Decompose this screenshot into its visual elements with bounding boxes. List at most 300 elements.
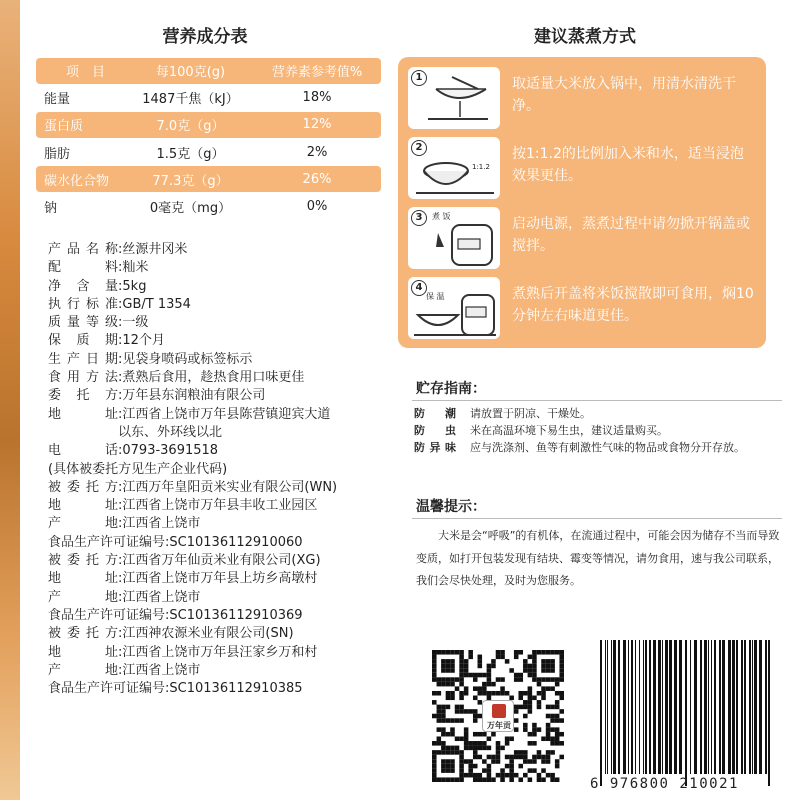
barcode-bar — [749, 640, 751, 774]
info-value: 江西省上饶市万年县上坊乡高墩村 — [122, 571, 318, 587]
qr-module — [450, 777, 455, 782]
qr-module — [432, 759, 437, 764]
qr-module — [487, 673, 492, 678]
qr-module — [432, 750, 437, 755]
barcode-bar — [653, 640, 656, 774]
qr-module — [446, 691, 451, 696]
qr-module — [496, 650, 501, 655]
barcode-bar — [674, 640, 677, 774]
info-value: 煮熟后食用，趁热食用口味更佳 — [122, 370, 305, 386]
info-sep: : — [165, 681, 170, 697]
info-sep: : — [118, 370, 123, 386]
qr-module — [523, 664, 528, 669]
qr-module — [555, 732, 560, 737]
nutrition-per: 1487千焦（kJ） — [142, 92, 239, 108]
info-sep: : — [118, 644, 123, 660]
qr-module — [537, 755, 542, 760]
qr-module — [555, 759, 560, 764]
qr-module — [446, 777, 451, 782]
barcode-bar — [605, 640, 606, 774]
info-sep: : — [118, 626, 123, 642]
info-line — [48, 625, 400, 643]
qr-module — [464, 741, 469, 746]
qr-module — [541, 668, 546, 673]
step-number: 4 — [411, 280, 427, 296]
qr-module — [550, 686, 555, 691]
qr-module — [541, 650, 546, 655]
qr-module — [473, 773, 478, 778]
info-value: 江西省上饶市 — [122, 662, 201, 678]
info-line — [48, 332, 400, 350]
barcode-bar — [669, 640, 672, 774]
nutrition-row — [36, 112, 381, 138]
qr-module — [441, 727, 446, 732]
qr-module — [509, 755, 514, 760]
info-line — [48, 314, 400, 332]
qr-module — [491, 691, 496, 696]
qr-module — [450, 650, 455, 655]
qr-module — [450, 718, 455, 723]
info-key: 产品名称 — [48, 242, 118, 257]
qr-module — [437, 682, 442, 687]
qr-module — [546, 759, 551, 764]
qr-module — [518, 705, 523, 710]
qr-module — [455, 677, 460, 682]
qr-module — [496, 755, 501, 760]
qr-module — [523, 759, 528, 764]
qr-module — [450, 746, 455, 751]
info-value: 5kg — [122, 278, 147, 294]
qr-module — [559, 709, 564, 714]
nutrition-item: 脂肪 — [44, 146, 71, 162]
qr-module — [532, 759, 537, 764]
info-key: 地 址 — [48, 644, 118, 660]
qr-module — [468, 759, 473, 764]
qr-module — [455, 736, 460, 741]
qr-module — [559, 673, 564, 678]
qr-module — [559, 718, 564, 723]
qr-module — [464, 759, 469, 764]
qr-module — [546, 677, 551, 682]
qr-module — [518, 777, 523, 782]
qr-module — [468, 741, 473, 746]
qr-module — [473, 686, 478, 691]
nutrition-row — [36, 166, 381, 192]
cooking-step — [408, 67, 758, 129]
barcode-bar — [704, 640, 707, 774]
qr-module — [446, 650, 451, 655]
qr-module — [546, 736, 551, 741]
qr-module — [491, 664, 496, 669]
qr-module — [441, 659, 446, 664]
qr-module — [432, 714, 437, 719]
qr-module — [459, 764, 464, 769]
qr-module — [459, 691, 464, 696]
qr-module — [432, 655, 437, 660]
qr-module — [446, 677, 451, 682]
qr-module — [478, 659, 483, 664]
qr-module — [441, 668, 446, 673]
qr-module — [446, 705, 451, 710]
qr-module — [441, 705, 446, 710]
info-line — [48, 442, 400, 460]
barcode-bar — [600, 640, 602, 786]
qr-module — [459, 664, 464, 669]
qr-module — [478, 686, 483, 691]
qr-module — [441, 741, 446, 746]
qr-module — [450, 659, 455, 664]
qr-module — [559, 696, 564, 701]
storage-guide — [414, 405, 784, 456]
qr-module — [432, 650, 437, 655]
qr-module — [528, 691, 533, 696]
info-sep: : — [118, 351, 123, 367]
qr-module — [550, 659, 555, 664]
qr-module — [482, 686, 487, 691]
qr-module — [541, 691, 546, 696]
qr-module — [550, 677, 555, 682]
qr-module — [523, 773, 528, 778]
qr-module — [500, 691, 505, 696]
qr-module — [509, 668, 514, 673]
qr-module — [487, 736, 492, 741]
info-sep: : — [165, 607, 170, 623]
info-key: 食品生产许可证编号 — [48, 607, 166, 623]
qr-module — [555, 677, 560, 682]
qr-module — [537, 650, 542, 655]
qr-module — [518, 691, 523, 696]
info-line — [48, 424, 400, 442]
qr-module — [473, 746, 478, 751]
info-value: 江西神农源米业有限公司(SN) — [122, 626, 294, 642]
barcode-bar — [643, 640, 644, 774]
qr-module — [473, 677, 478, 682]
qr-module — [541, 686, 546, 691]
qr-module — [541, 736, 546, 741]
tips-divider — [412, 518, 782, 519]
qr-module — [473, 718, 478, 723]
qr-module — [559, 664, 564, 669]
qr-module — [437, 727, 442, 732]
qr-module — [496, 759, 501, 764]
qr-module — [496, 750, 501, 755]
storage-row — [414, 439, 784, 456]
barcode-bar — [631, 640, 633, 774]
barcode-bar — [741, 640, 743, 774]
info-key: 电 话 — [48, 443, 118, 459]
qr-module — [518, 755, 523, 760]
barcode-bar — [759, 640, 762, 774]
storage-value: 米在高温环境下易生虫，建议适量购买。 — [470, 424, 668, 437]
qr-module — [459, 696, 464, 701]
qr-module — [459, 709, 464, 714]
info-value: 见袋身喷码或标签标示 — [122, 351, 253, 367]
info-line — [48, 515, 400, 533]
qr-module — [509, 764, 514, 769]
qr-module — [518, 677, 523, 682]
qr-module — [514, 705, 519, 710]
tips-title: 温馨提示： — [416, 499, 486, 515]
qr-module — [464, 664, 469, 669]
qr-module — [523, 705, 528, 710]
ratio-label: 1:1.2 — [472, 163, 490, 171]
info-value: 江西省上饶市 — [122, 516, 201, 532]
info-sep: : — [118, 479, 123, 495]
step-text: 煮熟后开盖将米饭搅散即可食用，焖10分钟左右味道更佳。 — [512, 286, 754, 324]
qr-module — [450, 696, 455, 701]
qr-module — [541, 664, 546, 669]
barcode-bar — [618, 640, 620, 774]
qr-module — [528, 705, 533, 710]
qr-module — [464, 659, 469, 664]
tips-text: 大米是会“呼吸”的有机体，在流通过程中，可能会因为储存不当而导致变质，如打开包装发现有结块、霉变等情况，请勿食用，速与我公司联系，我们会尽快处理，及时为您服务。 — [416, 529, 780, 587]
barcode-bar — [649, 640, 651, 774]
info-key: 净 含 量 — [48, 278, 118, 294]
info-key: (具体被委托方见生产企业代码) — [48, 461, 228, 477]
info-sep: : — [165, 534, 170, 550]
qr-module — [437, 714, 442, 719]
qr-module — [537, 700, 542, 705]
qr-module — [546, 723, 551, 728]
qr-module — [441, 682, 446, 687]
qr-module — [518, 696, 523, 701]
qr-module — [496, 655, 501, 660]
qr-module — [518, 750, 523, 755]
qr-module — [505, 741, 510, 746]
qr-module — [505, 736, 510, 741]
qr-module — [468, 709, 473, 714]
barcode-bar — [765, 640, 767, 774]
qr-module — [500, 768, 505, 773]
qr-module — [432, 768, 437, 773]
qr-module — [528, 655, 533, 660]
qr-module — [473, 673, 478, 678]
qr-module — [450, 727, 455, 732]
barcode-bar — [623, 640, 626, 774]
info-line — [48, 406, 400, 424]
qr-module — [523, 659, 528, 664]
nutrition-nrv: 0% — [306, 198, 328, 214]
qr-module — [523, 700, 528, 705]
info-value: SC10136112910060 — [169, 534, 303, 550]
barcode-bar — [694, 640, 697, 774]
qr-module — [473, 741, 478, 746]
nutrition-title: 营养成分表 — [162, 27, 248, 47]
qr-module — [468, 768, 473, 773]
step-number: 2 — [411, 140, 427, 156]
info-value: 江西万年皇阳贡米实业有限公司(WN) — [122, 479, 338, 495]
qr-module — [559, 741, 564, 746]
info-value: 一级 — [122, 315, 149, 331]
qr-module — [446, 718, 451, 723]
qr-module — [500, 746, 505, 751]
qr-module — [550, 741, 555, 746]
qr-module — [500, 777, 505, 782]
qr-module — [541, 768, 546, 773]
barcode-bar — [690, 640, 691, 774]
qr-module — [532, 723, 537, 728]
nutrition-per: 0毫克（mg） — [149, 200, 232, 216]
info-sep: : — [118, 278, 123, 294]
qr-module — [541, 755, 546, 760]
info-sep: : — [118, 553, 123, 569]
qr-module — [473, 696, 478, 701]
qr-module — [455, 650, 460, 655]
qr-module — [487, 664, 492, 669]
left-edge-decoration — [0, 0, 20, 800]
qr-module — [450, 750, 455, 755]
step-text: 取适量大米放入锅中，用清水清洗干净。 — [512, 76, 736, 114]
qr-module — [528, 741, 533, 746]
qr-module — [446, 732, 451, 737]
qr-module — [459, 668, 464, 673]
qr-module — [546, 686, 551, 691]
nutrition-row — [36, 193, 381, 219]
qr-module — [532, 732, 537, 737]
qr-module — [437, 741, 442, 746]
qr-module — [437, 709, 442, 714]
step-illustration — [408, 207, 500, 269]
barcode-bar — [628, 640, 629, 774]
info-sep: : — [118, 406, 123, 422]
qr-module — [478, 755, 483, 760]
qr-module — [459, 718, 464, 723]
qr-module — [478, 673, 483, 678]
storage-divider — [412, 400, 782, 401]
qr-module — [500, 686, 505, 691]
qr-module — [550, 650, 555, 655]
qr-module — [459, 677, 464, 682]
qr-module — [437, 718, 442, 723]
info-key: 产 地 — [48, 662, 118, 678]
info-value: SC10136112910385 — [169, 681, 303, 697]
qr-module — [468, 650, 473, 655]
barcode-bar — [645, 640, 647, 774]
info-key: 委 托 方 — [48, 388, 118, 404]
qr-module — [441, 664, 446, 669]
qr-module — [464, 746, 469, 751]
qr-module — [491, 759, 496, 764]
qr-module — [464, 732, 469, 737]
barcode-number: 6 976800 210021 — [590, 776, 739, 792]
nutrition-item: 碳水化合物 — [44, 173, 110, 189]
qr-module — [487, 755, 492, 760]
qr-module — [537, 691, 542, 696]
info-key: 被委托方 — [48, 553, 118, 569]
qr-module — [478, 741, 483, 746]
qr-module — [546, 668, 551, 673]
barcode-bar — [662, 640, 663, 774]
qr-module — [478, 664, 483, 669]
nutrition-per: 1.5克（g） — [156, 146, 225, 162]
nutrition-table — [36, 58, 381, 221]
qr-module — [437, 750, 442, 755]
qr-module — [532, 741, 537, 746]
qr-module — [537, 677, 542, 682]
qr-module — [455, 746, 460, 751]
info-line — [48, 278, 400, 296]
info-line — [48, 351, 400, 369]
qr-module — [437, 691, 442, 696]
info-line — [48, 570, 400, 588]
qr-module — [514, 709, 519, 714]
qr-module — [491, 755, 496, 760]
qr-module — [505, 773, 510, 778]
info-sep: : — [118, 589, 123, 605]
qr-module — [432, 668, 437, 673]
info-line — [48, 644, 400, 662]
qr-module — [478, 746, 483, 751]
info-line — [48, 662, 400, 680]
info-value: 籼米 — [122, 260, 149, 276]
info-line — [48, 680, 400, 698]
qr-module — [546, 664, 551, 669]
qr-module — [550, 705, 555, 710]
qr-module — [505, 755, 510, 760]
qr-module — [437, 650, 442, 655]
qr-module — [482, 759, 487, 764]
qr-module — [478, 691, 483, 696]
qr-module — [541, 759, 546, 764]
qr-module — [450, 668, 455, 673]
qr-module — [487, 682, 492, 687]
qr-module — [459, 755, 464, 760]
qr-module — [555, 727, 560, 732]
info-key: 产 地 — [48, 589, 118, 605]
qr-module — [446, 746, 451, 751]
qr-module — [528, 768, 533, 773]
qr-module — [464, 736, 469, 741]
barcode-bar — [700, 640, 702, 774]
qr-module — [514, 750, 519, 755]
step-text: 启动电源，蒸煮过程中请勿掀开锅盖或搅拌。 — [512, 216, 750, 254]
qr-module — [482, 746, 487, 751]
qr-module — [482, 777, 487, 782]
qr-module — [487, 768, 492, 773]
qr-module — [478, 773, 483, 778]
info-key: 食用方法 — [48, 370, 118, 386]
storage-row — [414, 405, 784, 422]
step-illustration — [408, 67, 500, 129]
qr-module — [473, 755, 478, 760]
qr-module — [559, 668, 564, 673]
qr-module — [528, 759, 533, 764]
info-key: 生产日期 — [48, 351, 118, 367]
qr-module — [555, 718, 560, 723]
qr-module — [491, 732, 496, 737]
qr-module — [546, 705, 551, 710]
qr-module — [478, 655, 483, 660]
qr-module — [482, 768, 487, 773]
qr-module — [446, 659, 451, 664]
qr-module — [555, 736, 560, 741]
qr-module — [487, 668, 492, 673]
qr-module — [509, 773, 514, 778]
qr-module — [491, 682, 496, 687]
qr-module — [468, 655, 473, 660]
info-key: 产 地 — [48, 516, 118, 532]
info-sep: : — [118, 260, 123, 276]
qr-module — [523, 750, 528, 755]
nutrition-nrv: 2% — [306, 144, 328, 160]
qr-module — [550, 714, 555, 719]
qr-module — [555, 682, 560, 687]
qr-module — [487, 764, 492, 769]
qr-module — [446, 682, 451, 687]
barcode-bar — [685, 640, 687, 786]
barcode-bar — [679, 640, 682, 774]
qr-module — [523, 755, 528, 760]
